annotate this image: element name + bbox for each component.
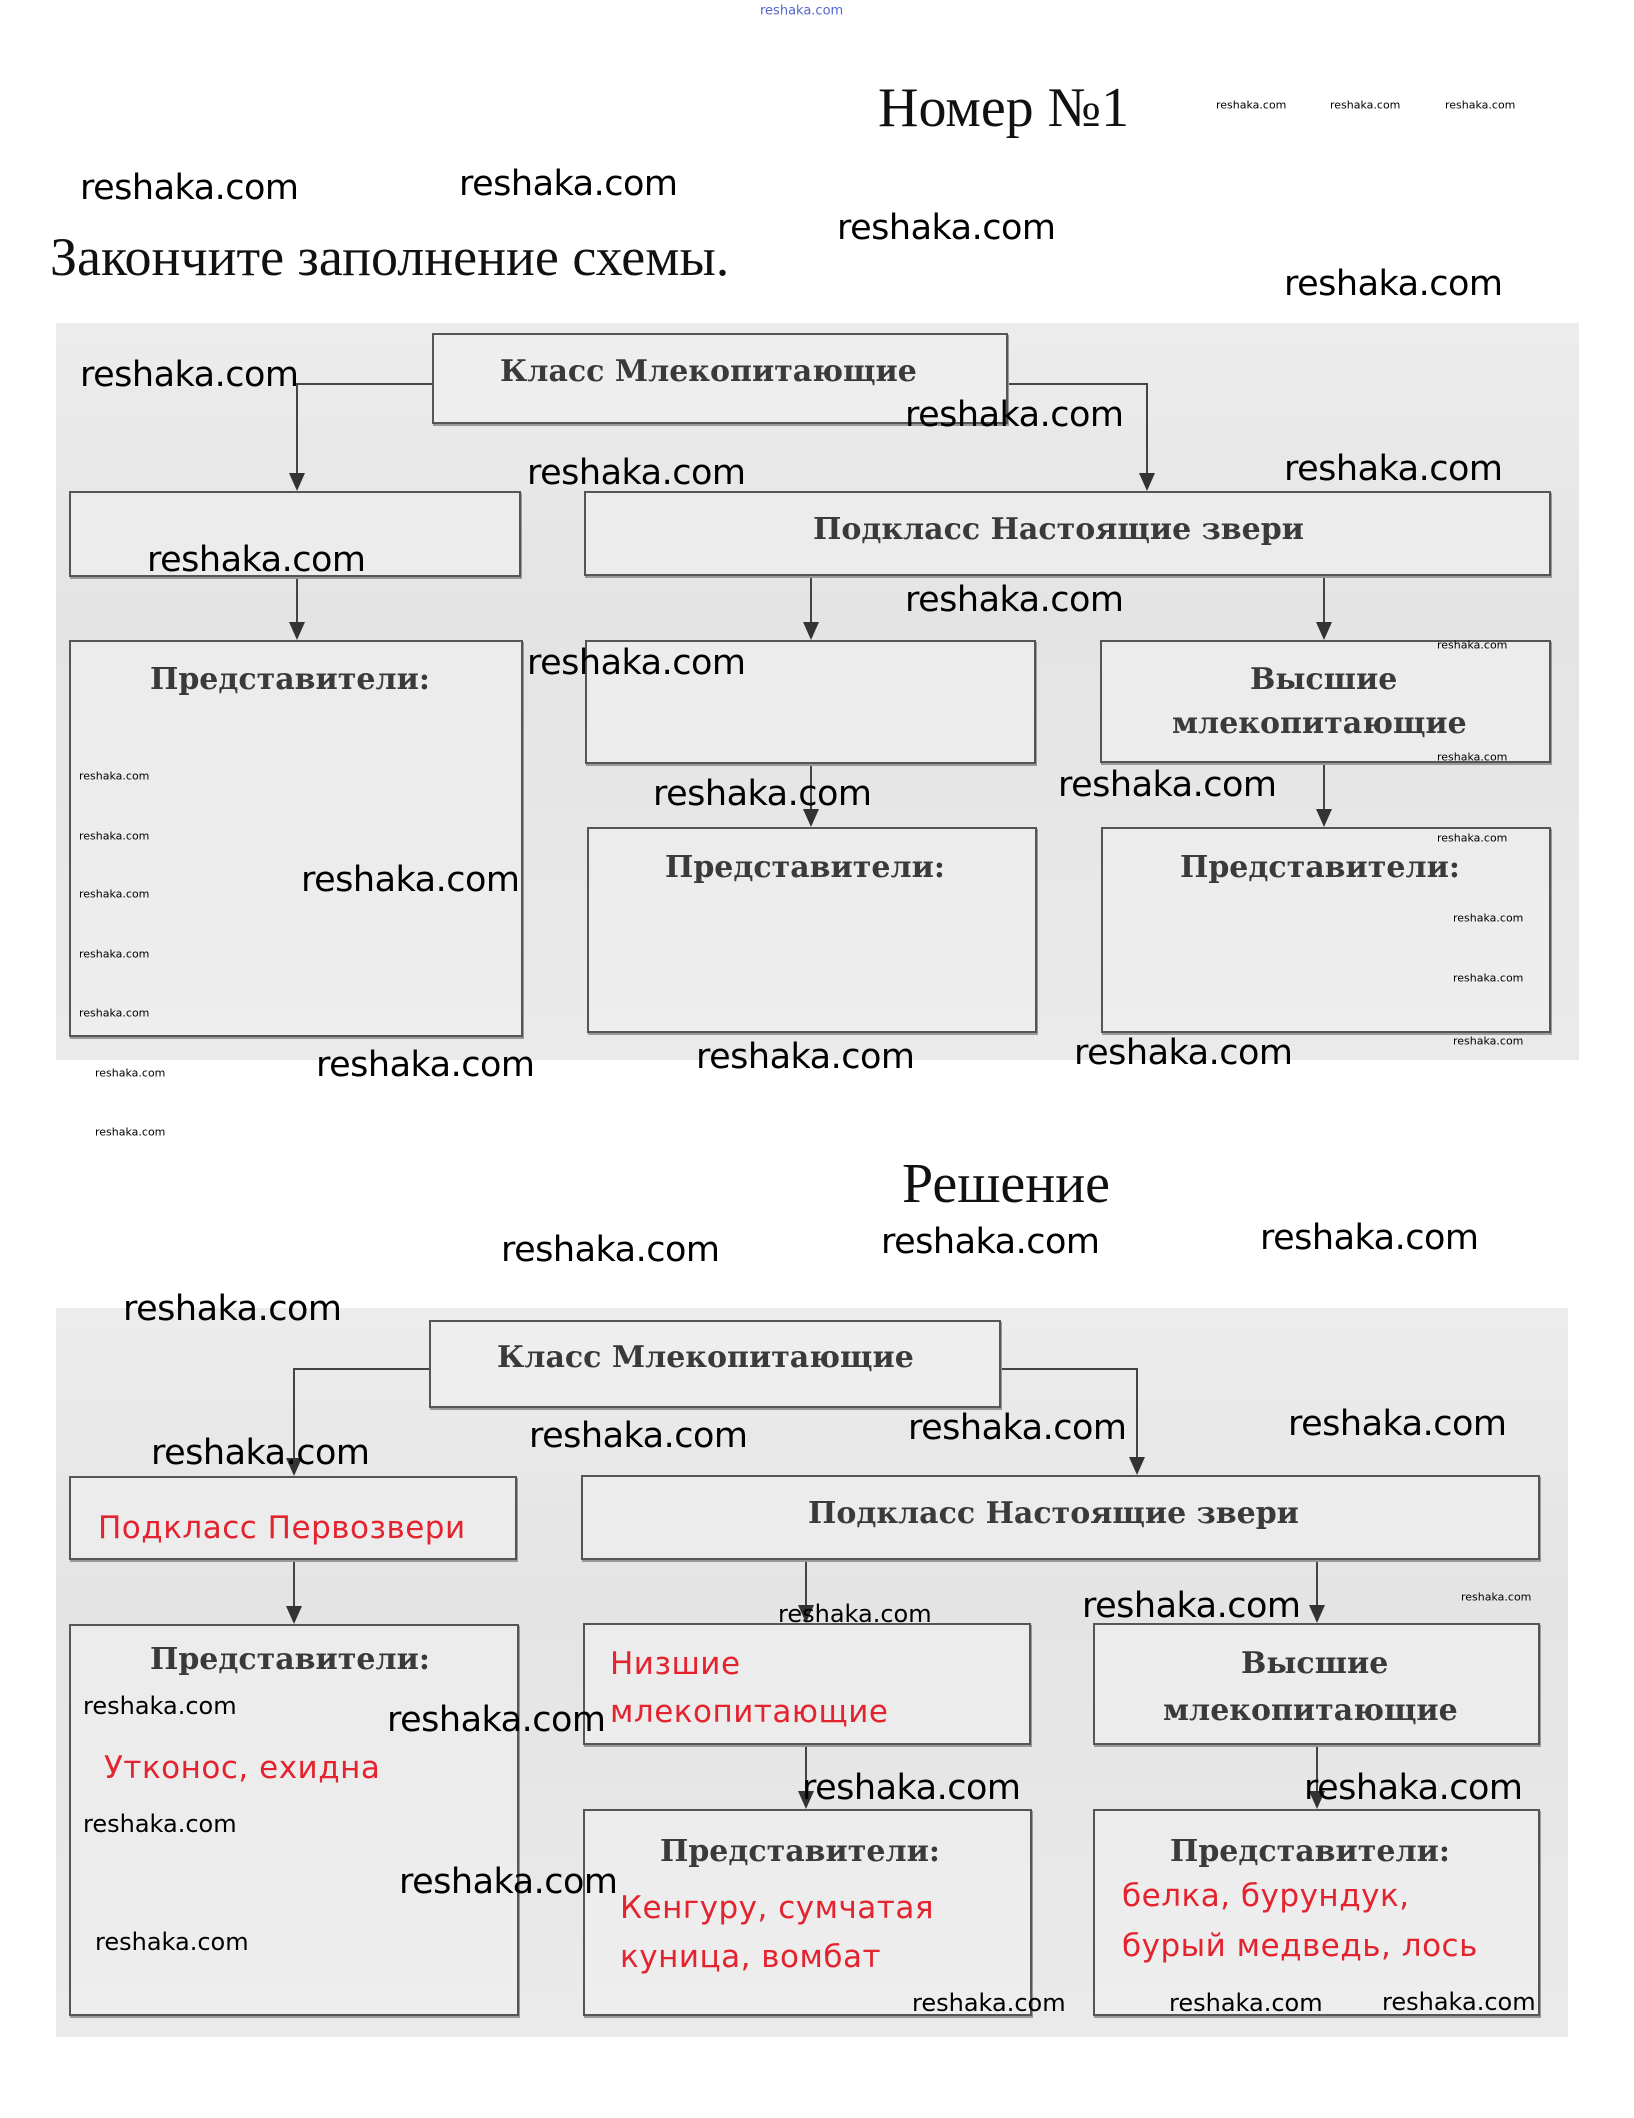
class-mammals-label: Класс Млекопитающие — [500, 354, 917, 389]
connector — [810, 576, 812, 623]
arrow-down-icon — [1139, 473, 1155, 491]
connector — [1136, 1368, 1138, 1459]
connector — [296, 577, 298, 623]
arrow-down-icon — [1316, 622, 1332, 640]
arrow-down-icon — [289, 473, 305, 491]
higher-mammals-box — [1100, 640, 1551, 763]
watermark-text: reshaka.com — [1288, 1404, 1507, 1444]
connector — [296, 383, 298, 475]
watermark-text: reshaka.com — [1082, 1586, 1301, 1626]
subclass-true-beasts-label: Подкласс Настоящие звери — [808, 1496, 1299, 1531]
watermark-text: reshaka.com — [1461, 1590, 1532, 1604]
watermark-text: reshaka.com — [881, 1222, 1100, 1262]
arrow-down-icon — [1316, 809, 1332, 827]
watermark-text: reshaka.com — [1330, 98, 1401, 112]
representatives-right-answer-2: бурый медведь, лось — [1122, 1928, 1478, 1964]
watermark-text: reshaka.com — [905, 580, 1124, 620]
connector — [1323, 576, 1325, 623]
connector — [293, 1368, 429, 1370]
watermark-text: reshaka.com — [1453, 911, 1524, 925]
watermark-text: reshaka.com — [501, 1230, 720, 1270]
watermark-text: reshaka.com — [778, 1600, 932, 1628]
higher-mammals-label-2: млекопитающие — [1163, 1693, 1458, 1728]
watermark-text: reshaka.com — [837, 208, 1056, 248]
representatives-mid-answer-2: куница, вомбат — [620, 1939, 882, 1975]
arrow-down-icon — [1309, 1605, 1325, 1623]
arrow-down-icon — [803, 622, 819, 640]
higher-mammals-label-1: Высшие — [1250, 662, 1398, 697]
watermark-text: reshaka.com — [301, 860, 520, 900]
watermark-text: reshaka.com — [696, 1037, 915, 1077]
connector — [1001, 1368, 1138, 1370]
watermark-text: reshaka.com — [527, 453, 746, 493]
lower-mammals-answer-2: млекопитающие — [610, 1694, 889, 1730]
watermark-text: reshaka.com — [459, 164, 678, 204]
watermark-text: reshaka.com — [79, 1006, 150, 1020]
representatives-left-label: Представители: — [150, 1642, 430, 1677]
watermark-text: reshaka.com — [653, 774, 872, 814]
watermark-text: reshaka.com — [95, 1066, 166, 1080]
representatives-right-answer-1: белка, бурундук, — [1122, 1878, 1410, 1914]
watermark-text: reshaka.com — [83, 1692, 237, 1720]
watermark-text: reshaka.com — [1445, 98, 1516, 112]
watermark-text: reshaka.com — [1437, 831, 1508, 845]
watermark-text: reshaka.com — [1437, 750, 1508, 764]
subclass-monotremes-answer: Подкласс Первозвери — [98, 1510, 466, 1546]
watermark-text: reshaka.com — [1260, 1218, 1479, 1258]
connector — [293, 1560, 295, 1607]
watermark-text: reshaka.com — [1169, 1989, 1323, 2017]
representatives-left-answer: Утконос, ехидна — [104, 1750, 381, 1786]
watermark-text: reshaka.com — [95, 1928, 249, 1956]
representatives-left-label: Представители: — [150, 662, 430, 697]
representatives-right-label: Представители: — [1170, 1834, 1450, 1869]
watermark-text: reshaka.com — [83, 1810, 237, 1838]
arrow-down-icon — [1129, 1457, 1145, 1475]
connector — [1146, 383, 1148, 475]
representatives-mid-label: Представители: — [665, 850, 945, 885]
watermark-text: reshaka.com — [387, 1700, 606, 1740]
solution-title: Решение — [902, 1153, 1111, 1215]
watermark-text: reshaka.com — [399, 1862, 618, 1902]
watermark-text: reshaka.com — [80, 168, 299, 208]
task-instruction: Закончите заполнение схемы. — [50, 227, 730, 287]
watermark-text: reshaka.com — [79, 769, 150, 783]
representatives-right-label: Представители: — [1180, 850, 1460, 885]
watermark-text: reshaka.com — [1453, 1034, 1524, 1048]
watermark-text: reshaka.com — [527, 643, 746, 683]
connector — [296, 383, 432, 385]
watermark-text: reshaka.com — [123, 1289, 342, 1329]
higher-mammals-label-1: Высшие — [1241, 1646, 1389, 1681]
watermark-text: reshaka.com — [1074, 1033, 1293, 1073]
higher-mammals-label-2: млекопитающие — [1172, 706, 1467, 741]
watermark-text: reshaka.com — [316, 1045, 535, 1085]
subclass-true-beasts-label: Подкласс Настоящие звери — [813, 512, 1304, 547]
watermark-text: reshaka.com — [1453, 971, 1524, 985]
watermark-text: reshaka.com — [529, 1416, 748, 1456]
connector — [1008, 383, 1147, 385]
watermark-text: reshaka.com — [908, 1408, 1127, 1448]
connector — [1323, 763, 1325, 810]
watermark-text: reshaka.com — [1382, 1988, 1536, 2016]
watermark-text: reshaka.com — [79, 947, 150, 961]
watermark-text: reshaka.com — [151, 1433, 370, 1473]
representatives-mid-label: Представители: — [660, 1834, 940, 1869]
watermark-text: reshaka.com — [1284, 449, 1503, 489]
watermark-text: reshaka.com — [760, 3, 844, 19]
watermark-text: reshaka.com — [905, 395, 1124, 435]
watermark-text: reshaka.com — [1284, 264, 1503, 304]
watermark-text: reshaka.com — [1304, 1768, 1523, 1808]
arrow-down-icon — [286, 1606, 302, 1624]
watermark-text: reshaka.com — [1216, 98, 1287, 112]
watermark-text: reshaka.com — [79, 887, 150, 901]
class-mammals-label: Класс Млекопитающие — [497, 1340, 914, 1375]
watermark-text: reshaka.com — [80, 355, 299, 395]
representatives-mid-answer-1: Кенгуру, сумчатая — [620, 1890, 935, 1926]
watermark-text: reshaka.com — [95, 1125, 166, 1139]
watermark-text: reshaka.com — [912, 1989, 1066, 2017]
watermark-text: reshaka.com — [1058, 765, 1277, 805]
arrow-down-icon — [289, 622, 305, 640]
watermark-text: reshaka.com — [147, 540, 366, 580]
lower-mammals-answer-1: Низшие — [610, 1646, 741, 1682]
watermark-text: reshaka.com — [802, 1768, 1021, 1808]
watermark-text: reshaka.com — [1437, 638, 1508, 652]
watermark-text: reshaka.com — [79, 829, 150, 843]
connector — [1316, 1560, 1318, 1607]
task-number-title: Номер №1 — [878, 77, 1130, 139]
